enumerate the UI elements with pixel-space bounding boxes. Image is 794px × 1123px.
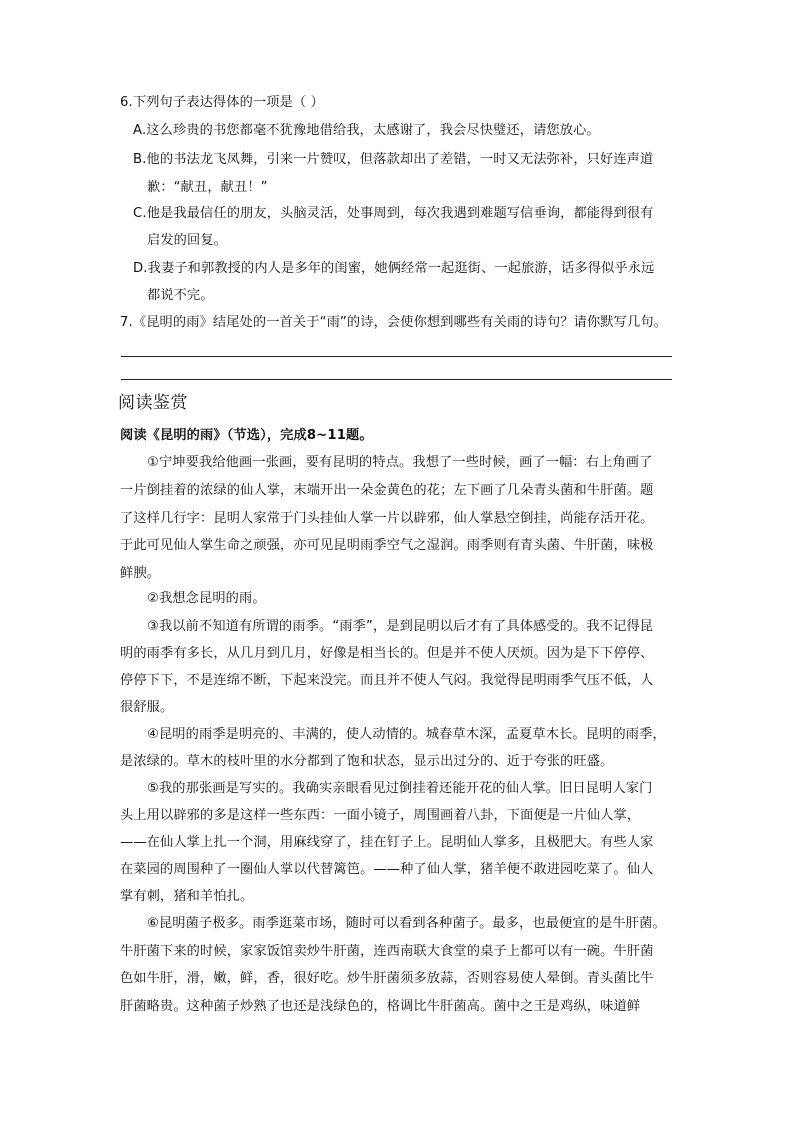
passage-line: 色如牛肝，滑，嫩，鲜，香，很好吃。炒牛肝菌须多放蒜，否则容易使人晕倒。青头菌比牛 [120,971,654,986]
passage-line: ①宁坤要我给他画一张画，要有昆明的特点。我想了一些时候，画了一幅：右上角画了 [147,455,653,470]
passage-line: 牛肝菌下来的时候，家家饭馆卖炒牛肝菌，连西南联大食堂的桌子上都可以有一碗。牛肝菌 [120,944,654,959]
q6-option-a: A.这么珍贵的书您都毫不犹豫地借给我，太感谢了，我会尽快璧还，请您放心。 [133,123,600,138]
passage-line: 停停下下，不是连绵不断，下起来没完。而且并不使人气闷。我觉得昆明雨季气压不低，人 [120,673,654,688]
passage-line: 明的雨季有多长，从几月到几月，好像是相当长的。但是并不使人厌烦。因为是下下停停、 [120,646,654,661]
answer-line-2 [121,379,672,380]
q6-option-d: D.我妻子和郭教授的内人是多年的闺蜜，她俩经常一起逛街、一起旅游，话多得似乎永远 [133,261,655,276]
passage-line: ——在仙人掌上扎一个洞，用麻线穿了，挂在钉子上。昆明仙人掌多，且极肥大。有些人家 [120,835,654,850]
q6-option-c-cont: 启发的回复。 [147,233,228,248]
passage-line: 一片倒挂着的浓绿的仙人掌，末端开出一朵金黄色的花；左下画了几朵青头菌和牛肝菌。题 [120,483,654,498]
passage-line: 头上用以辟邪的多是这样一些东西：一面小镜子，周围画着八卦，下面便是一片仙人掌， [120,808,641,823]
passage-line: ⑤我的那张画是写实的。我确实亲眼看见过倒挂着还能开花的仙人掌。旧日昆明人家门 [147,781,653,796]
passage-line: ②我想念昆明的雨。 [147,591,266,606]
passage-line: ⑥昆明菌子极多。雨季逛菜市场，随时可以看到各种菌子。最多，也最便宜的是牛肝菌。 [147,916,666,931]
section-heading: 阅读鉴赏 [118,393,188,413]
passage-line: 鲜腴。 [120,566,161,581]
passage-line: 在菜园的周围种了一圈仙人掌以代替篱笆。——种了仙人掌，猪羊便不敢进园吃菜了。仙人 [120,862,654,877]
passage-line: 了这样几行字：昆明人家常于门头挂仙人掌一片以辟邪，仙人掌悬空倒挂，尚能存活开花。 [120,511,654,526]
passage-line: ④昆明的雨季是明亮的、丰满的，使人动情的。城春草木深，孟夏草木长。昆明的雨季， [147,727,666,742]
passage-line: 于此可见仙人掌生命之顽强，亦可见昆明雨季空气之湿润。雨季则有青头菌、牛肝菌，味极 [120,538,654,553]
passage-line: 肝菌略贵。这种菌子炒熟了也还是浅绿色的，格调比牛肝菌高。菌中之王是鸡纵，味道鲜 [120,999,641,1014]
q7-stem: 7.《昆明的雨》结尾处的一首关于“雨”的诗，会使你想到哪些有关雨的诗句？请你默写几句。 [120,315,668,330]
reading-instruction: 阅读《昆明的雨》（节选），完成8~11题。 [120,428,373,443]
passage-line: 很舒服。 [120,700,174,715]
passage-line: 是浓绿的。草木的枝叶里的水分都到了饱和状态，显示出过分的、近于夸张的旺盛。 [120,754,614,769]
passage-line: 掌有刺，猪和羊怕扎。 [120,889,254,904]
passage-line: ③我以前不知道有所谓的雨季。“雨季”，是到昆明以后才有了具体感受的。我不记得昆 [147,619,654,634]
q6-stem: 6.下列句子表达得体的一项是（ ） [120,95,324,110]
answer-line-1 [121,356,672,357]
q6-option-c: C.他是我最信任的朋友，头脑灵活，处事周到，每次我遇到难题写信垂询，都能得到很有 [133,206,654,221]
q6-option-d-cont: 都说不完。 [147,288,214,303]
q6-option-b: B.他的书法龙飞凤舞，引来一片赞叹，但落款却出了差错，一时又无法弥补，只好连声道 [133,152,654,167]
q6-option-b-cont: 歉：“献丑，献丑！” [147,180,268,195]
